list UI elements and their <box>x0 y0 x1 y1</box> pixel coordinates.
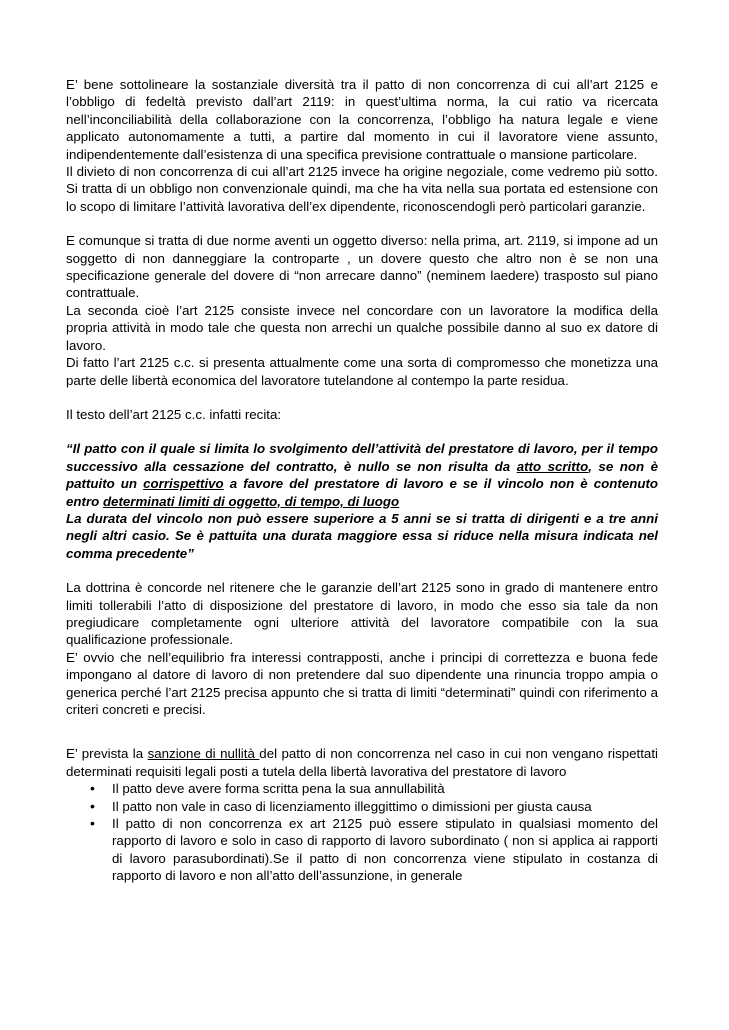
requirements-list <box>66 780 658 884</box>
paragraph-seconda: La seconda cioè l’art 2125 consiste invece nel concordare con un lavoratore la modifica della propria attività in modo tale che questa non arrechi un qualche possibile danno al suo ex datore di lavoro. <box>66 302 658 353</box>
quote-text: , se non è pattuito un <box>66 458 658 492</box>
paragraph-testo-intro: Il testo dell’art 2125 c.c. infatti recita: <box>66 406 282 422</box>
quote-underlined-term: corrispettivo <box>143 476 224 492</box>
document-page <box>66 76 658 885</box>
paragraph-norme: E comunque si tratta di due norme aventi un oggetto diverso: nella prima, art. 2119, si impone ad un soggetto di non danneggiare la controparte , un dovere questo che altro non è se non una specificazione generale del dovere di “non arrecare danno” (neminem laedere) trasposto sul piano contrattuale. <box>66 233 658 301</box>
paragraph-dottrina: La dottrina è concorde nel ritenere che le garanzie dell’art 2125 sono in grado di mantenere entro limiti tollerabili l’atto di disposizione del prestatore di lavoro, in modo che esso sia tale da non pregiudicare completamente ogni ulteriore attività del lavoratore compatibile con la sua qualificazione professionale. <box>66 580 658 648</box>
nullity-text: E’ prevista la <box>66 746 148 762</box>
quote-underlined-term: atto scritto <box>516 458 589 474</box>
list-item: • Il patto di non concorrenza ex art 2125 può essere stipulato in qualsiasi momento del rapporto di lavoro e solo in caso di rapporto di lavoro subordinato ( non si applica ai rapporti di lavoro parasubordinati).Se il patto di non concorrenza viene stipulato in costanza di rapporto di lavoro e non all’atto dell’assunzione, in generale <box>112 815 658 885</box>
quote-underlined-term: determinati limiti di oggetto, di tempo, di luogo <box>102 493 400 509</box>
article-2125-quote-durata: La durata del vincolo non può essere superiore a 5 anni se si tratta di dirigenti e a tre anni negli altri casio. Se è pattuita una durata maggiore essa si riduce nella misura indicata nel comma precedente” <box>66 510 658 561</box>
nullity-text: del patto di non concorrenza nel caso in cui non vengano rispettati determinati requisiti legali posti a tutela della libertà lavorativa del prestatore di lavoro <box>66 746 658 779</box>
list-item: • Il patto deve avere forma scritta pena la sua annullabilità <box>112 780 658 797</box>
nullity-underlined-term: sanzione di nullità <box>147 746 260 762</box>
paragraph-nullita <box>66 745 658 780</box>
paragraph-buona-fede: E’ ovvio che nell’equilibrio fra interessi contrapposti, anche i principi di correttezza e buona fede impongano al datore di lavoro di non pretendere dal suo dipendente una rinuncia troppo ampia o generica perché l’art 2125 precisa appunto che si tratta di limiti “determinati” quindi con riferimento a criteri concreti e precisi. <box>66 649 658 717</box>
article-2125-quote <box>66 440 658 510</box>
paragraph-compromesso: Di fatto l’art 2125 c.c. si presenta attualmente come una sorta di compromesso che monetizza una parte delle libertà economica del lavoratore tutelandone al contempo la parte residua. <box>66 355 658 388</box>
quote-text: a favore del prestatore di lavoro e se il vincolo non è contenuto entro <box>66 476 659 509</box>
quote-text: “Il patto con il quale si limita lo svolgimento dell’attività del prestatore di lavoro, per il tempo successivo alla cessazione del contratto, è nullo se non risulta da <box>66 441 658 474</box>
paragraph-fedelta: E’ bene sottolineare la sostanziale diversità tra il patto di non concorrenza di cui all’art 2125 e l’obbligo di fedeltà previsto dall’art 2119: in quest’ultima norma, la cui ratio va ricercata nell’inconciliabilità della collaborazione con la concorrenza, l’obbligo ha natura legale e viene applicato autonomamente a tutti, a partire dal momento in cui il lavoratore viene assunto, indipendentemente dall’esistenza di una specifica previsione contrattuale o mansione particolare. <box>66 77 658 162</box>
paragraph-divieto: Il divieto di non concorrenza di cui all’art 2125 invece ha origine negoziale, come vedremo più sotto. Si tratta di un obbligo non convenzionale quindi, ma che ha vita nella sua portata ed estensione con lo scopo di limitare l’attività lavorativa dell’ex dipendente, riconoscendogli però particolari garanzie. <box>66 164 658 214</box>
list-item: • Il patto non vale in caso di licenziamento illeggittimo o dimissioni per giusta causa <box>112 798 658 815</box>
